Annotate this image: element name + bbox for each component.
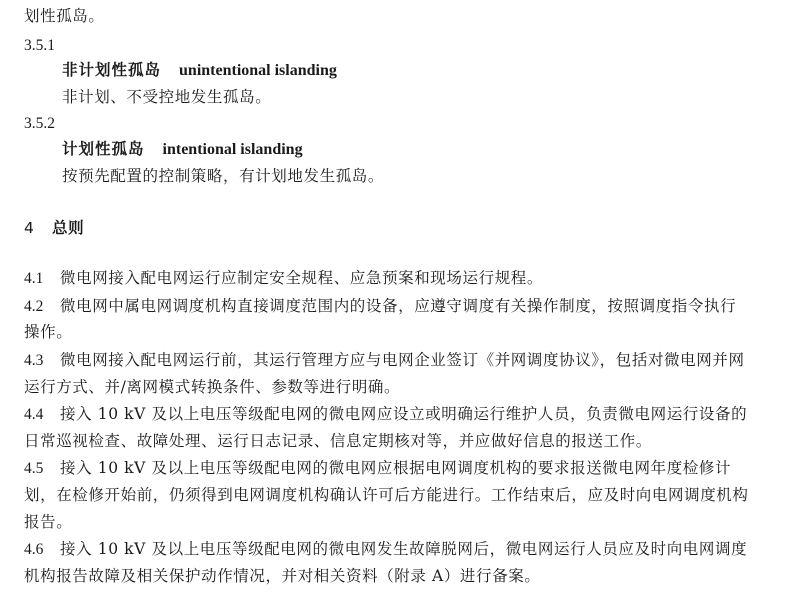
clause-text: 接入 10 kV 及以上电压等级配电网的微电网应设立或明确运行维护人员，负责微电网运行设备的 [60,405,748,423]
term-definition: 非计划、不受控地发生孤岛。 [62,88,272,106]
clause-number: 4.4 [24,406,44,423]
clause-text: 微电网接入配电网运行应制定安全规程、应急预案和现场运行规程。 [60,269,544,287]
term-definition: 按预先配置的控制策略，有计划地发生孤岛。 [62,167,385,185]
clause-number: 4.3 [24,352,44,369]
clause-continuation: 运行方式、并/离网模式转换条件、参数等进行明确。 [24,378,401,396]
clause-continuation: 划，在检修开始前，仍须得到电网调度机构确认许可后方能进行。工作结束后，应及时向电网调度机构 [24,486,749,504]
clause-text: 接入 10 kV 及以上电压等级配电网的微电网发生故障脱网后，微电网运行人员应及时向电网调度 [60,540,748,558]
text-line: 划性孤岛。 [24,7,105,25]
clause-number: 3.5.1 [24,37,55,54]
clause-continuation: 报告。 [24,513,73,531]
clause-line [24,350,745,371]
clause-number: 4.2 [24,298,44,315]
clause-number: 3.5.2 [24,115,55,132]
term-english: intentional islanding [162,141,303,158]
clause-line [24,268,543,289]
clause-line [24,296,736,317]
clause-number: 4.5 [24,460,44,477]
clause-text: 接入 10 kV 及以上电压等级配电网的微电网应根据电网调度机构的要求报送微电网年度检修计 [60,459,732,477]
clause-continuation: 日常巡视检查、故障处理、运行日志记录、信息定期核对等，并应做好信息的报送工作。 [24,432,652,450]
clause-text: 微电网中属电网调度机构直接调度范围内的设备，应遵守调度有关操作制度，按照调度指令执行 [60,297,737,315]
clause-line [24,404,747,425]
term-english: unintentional islanding [179,62,337,79]
section-number: 4 [24,219,35,237]
clause-number: 4.1 [24,270,44,287]
term-chinese: 非计划性孤岛 [62,61,162,79]
clause-text: 微电网接入配电网运行前，其运行管理方应与电网企业签订《并网调度协议》，包括对微电网并网 [60,351,745,369]
section-title: 总则 [52,219,85,237]
section-heading [24,218,84,238]
clause-line [24,539,747,560]
term-heading [62,139,303,160]
clause-number: 4.6 [24,541,44,558]
clause-continuation: 操作。 [24,323,73,341]
clause-line [24,458,731,479]
term-heading [62,60,337,81]
term-chinese: 计划性孤岛 [62,140,145,158]
clause-continuation: 机构报告故障及相关保护动作情况，并对相关资料（附录 A）进行备案。 [24,567,541,585]
